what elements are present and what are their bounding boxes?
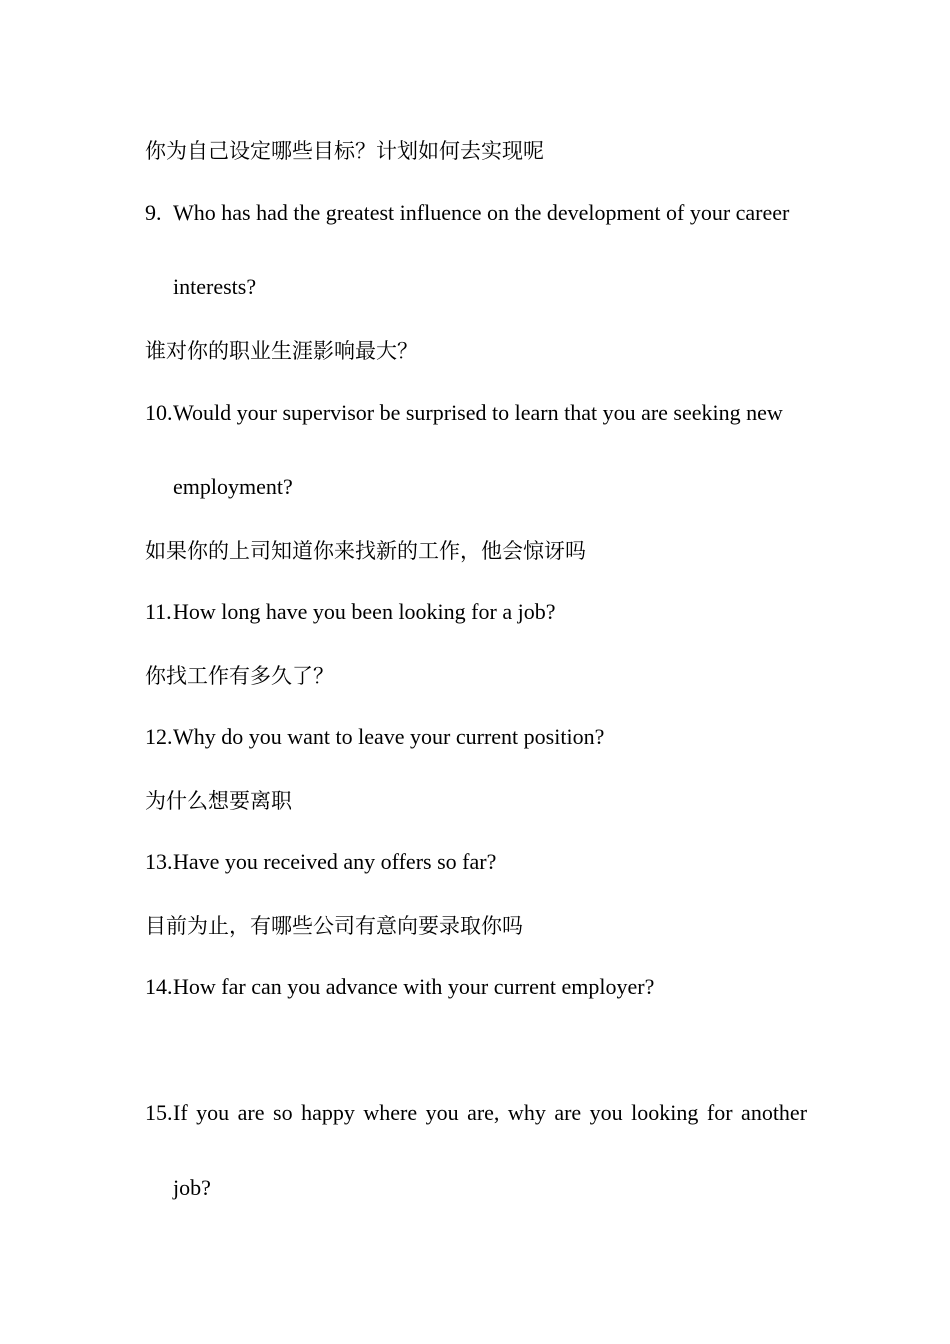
question-number: 14. xyxy=(145,974,173,999)
chinese-translation-q11: 你找工作有多久了？ xyxy=(145,664,334,688)
chinese-translation-q10: 如果你的上司知道你来找新的工作，他会惊讶吗 xyxy=(145,539,586,563)
chinese-translation-q12: 为什么想要离职 xyxy=(145,789,292,813)
question-text: Why do you want to leave your current position? xyxy=(173,724,605,749)
question-11 xyxy=(145,597,807,627)
question-14 xyxy=(145,972,807,1002)
question-number: 12. xyxy=(145,724,173,749)
question-10-continuation: employment? xyxy=(173,474,293,499)
chinese-translation-goals: 你为自己设定哪些目标？计划如何去实现呢 xyxy=(145,139,544,163)
question-number: 10. xyxy=(145,400,173,425)
question-15-continuation: job? xyxy=(173,1175,211,1200)
question-text: How far can you advance with your current employer? xyxy=(173,974,655,999)
question-9-continuation: interests? xyxy=(173,274,257,299)
question-text: If you are so happy where you are, why are you looking for another xyxy=(173,1100,808,1125)
question-15 xyxy=(145,1098,807,1128)
question-13 xyxy=(145,847,807,877)
question-text: Have you received any offers so far? xyxy=(173,849,497,874)
question-text: How long have you been looking for a job? xyxy=(173,599,556,624)
question-9 xyxy=(145,198,807,228)
question-number: 13. xyxy=(145,849,173,874)
question-text: Would your supervisor be surprised to learn that you are seeking new xyxy=(173,400,783,425)
question-number: 15. xyxy=(145,1100,173,1125)
chinese-translation-q13: 目前为止，有哪些公司有意向要录取你吗 xyxy=(145,914,523,938)
question-number: 9. xyxy=(145,200,162,225)
question-10 xyxy=(145,398,807,428)
chinese-translation-q9: 谁对你的职业生涯影响最大？ xyxy=(145,339,418,363)
question-12 xyxy=(145,722,807,752)
question-text: Who has had the greatest influence on the development of your career xyxy=(173,200,790,225)
question-number: 11. xyxy=(145,599,172,624)
